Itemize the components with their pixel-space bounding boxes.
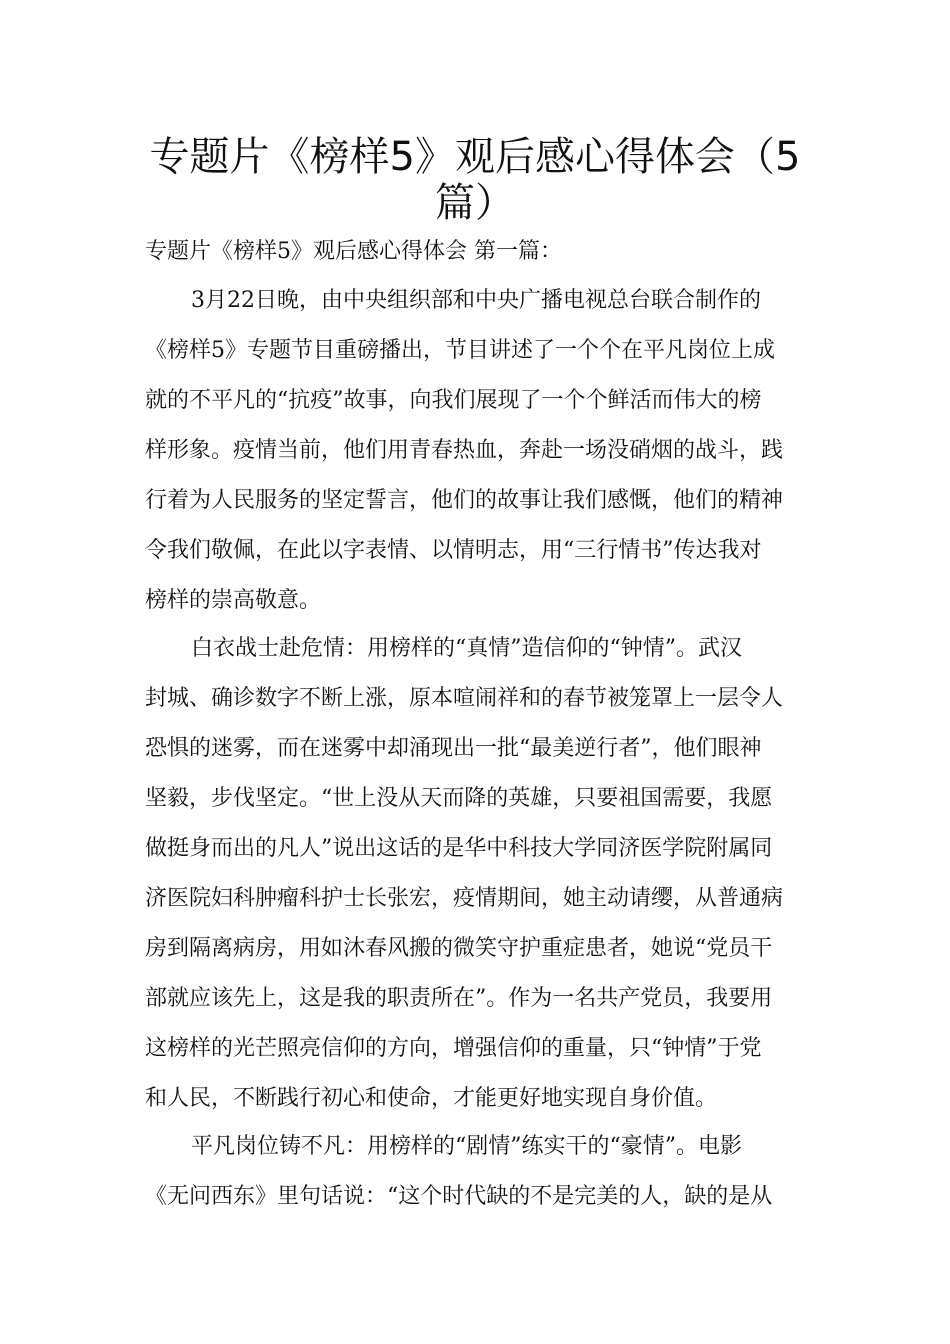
paragraph-line: 恐惧的迷雾，而在迷雾中却涌现出一批“最美逆行者”，他们眼神 xyxy=(145,736,762,761)
paragraph-line: 济医院妇科肿瘤科护士长张宏，疫情期间，她主动请缨，从普通病 xyxy=(145,886,784,911)
section-subheading: 专题片《榜样5》观后感心得体会 第一篇： xyxy=(145,239,562,264)
paragraph-line: 部就应该先上，这是我的职责所在”。作为一名共产党员，我要用 xyxy=(145,986,773,1011)
document-title-line-2: 篇） xyxy=(435,180,515,226)
paragraph-line: 榜样的崇高敬意。 xyxy=(145,588,322,613)
paragraph-line: 《无问西东》里句话说：“这个时代缺的不是完美的人，缺的是从 xyxy=(145,1184,773,1209)
paragraph-line: 做挺身而出的凡人”说出这话的是华中科技大学同济医学院附属同 xyxy=(145,836,773,861)
paragraph-line: 3月22日晚，由中央组织部和中央广播电视总台联合制作的 xyxy=(191,288,761,313)
paragraph-line: 和人民，不断践行初心和使命，才能更好地实现自身价值。 xyxy=(145,1086,718,1111)
paragraph-line: 封城、确诊数字不断上涨，原本喧闹祥和的春节被笼罩上一层令人 xyxy=(145,686,784,711)
paragraph-line: 样形象。疫情当前，他们用青春热血，奔赴一场没硝烟的战斗，践 xyxy=(145,438,784,463)
paragraph-line: 房到隔离病房，用如沐春风搬的微笑守护重症患者，她说“党员干 xyxy=(145,936,773,961)
paragraph-line: 坚毅，步伐坚定。“世上没从天而降的英雄，只要祖国需要，我愿 xyxy=(145,786,773,811)
paragraph-line: 令我们敬佩，在此以字表情、以情明志，用“三行情书”传达我对 xyxy=(145,538,762,563)
paragraph-line: 行着为人民服务的坚定誓言，他们的故事让我们感慨，他们的精神 xyxy=(145,488,784,513)
paragraph-line: 这榜样的光芒照亮信仰的方向，增强信仰的重量，只“钟情”于党 xyxy=(145,1036,762,1061)
paragraph-line: 平凡岗位铸不凡：用榜样的“剧情”练实干的“豪情”。电影 xyxy=(191,1134,742,1159)
paragraph-line: 就的不平凡的“抗疫”故事，向我们展现了一个个鲜活而伟大的榜 xyxy=(145,388,762,413)
paragraph-line: 白衣战士赴危情：用榜样的“真情”造信仰的“钟情”。武汉 xyxy=(191,636,742,661)
paragraph-line: 《榜样5》专题节目重磅播出，节目讲述了一个个在平凡岗位上成 xyxy=(145,338,775,363)
document-title-line-1: 专题片《榜样5》观后感心得体会（5 xyxy=(149,134,801,180)
